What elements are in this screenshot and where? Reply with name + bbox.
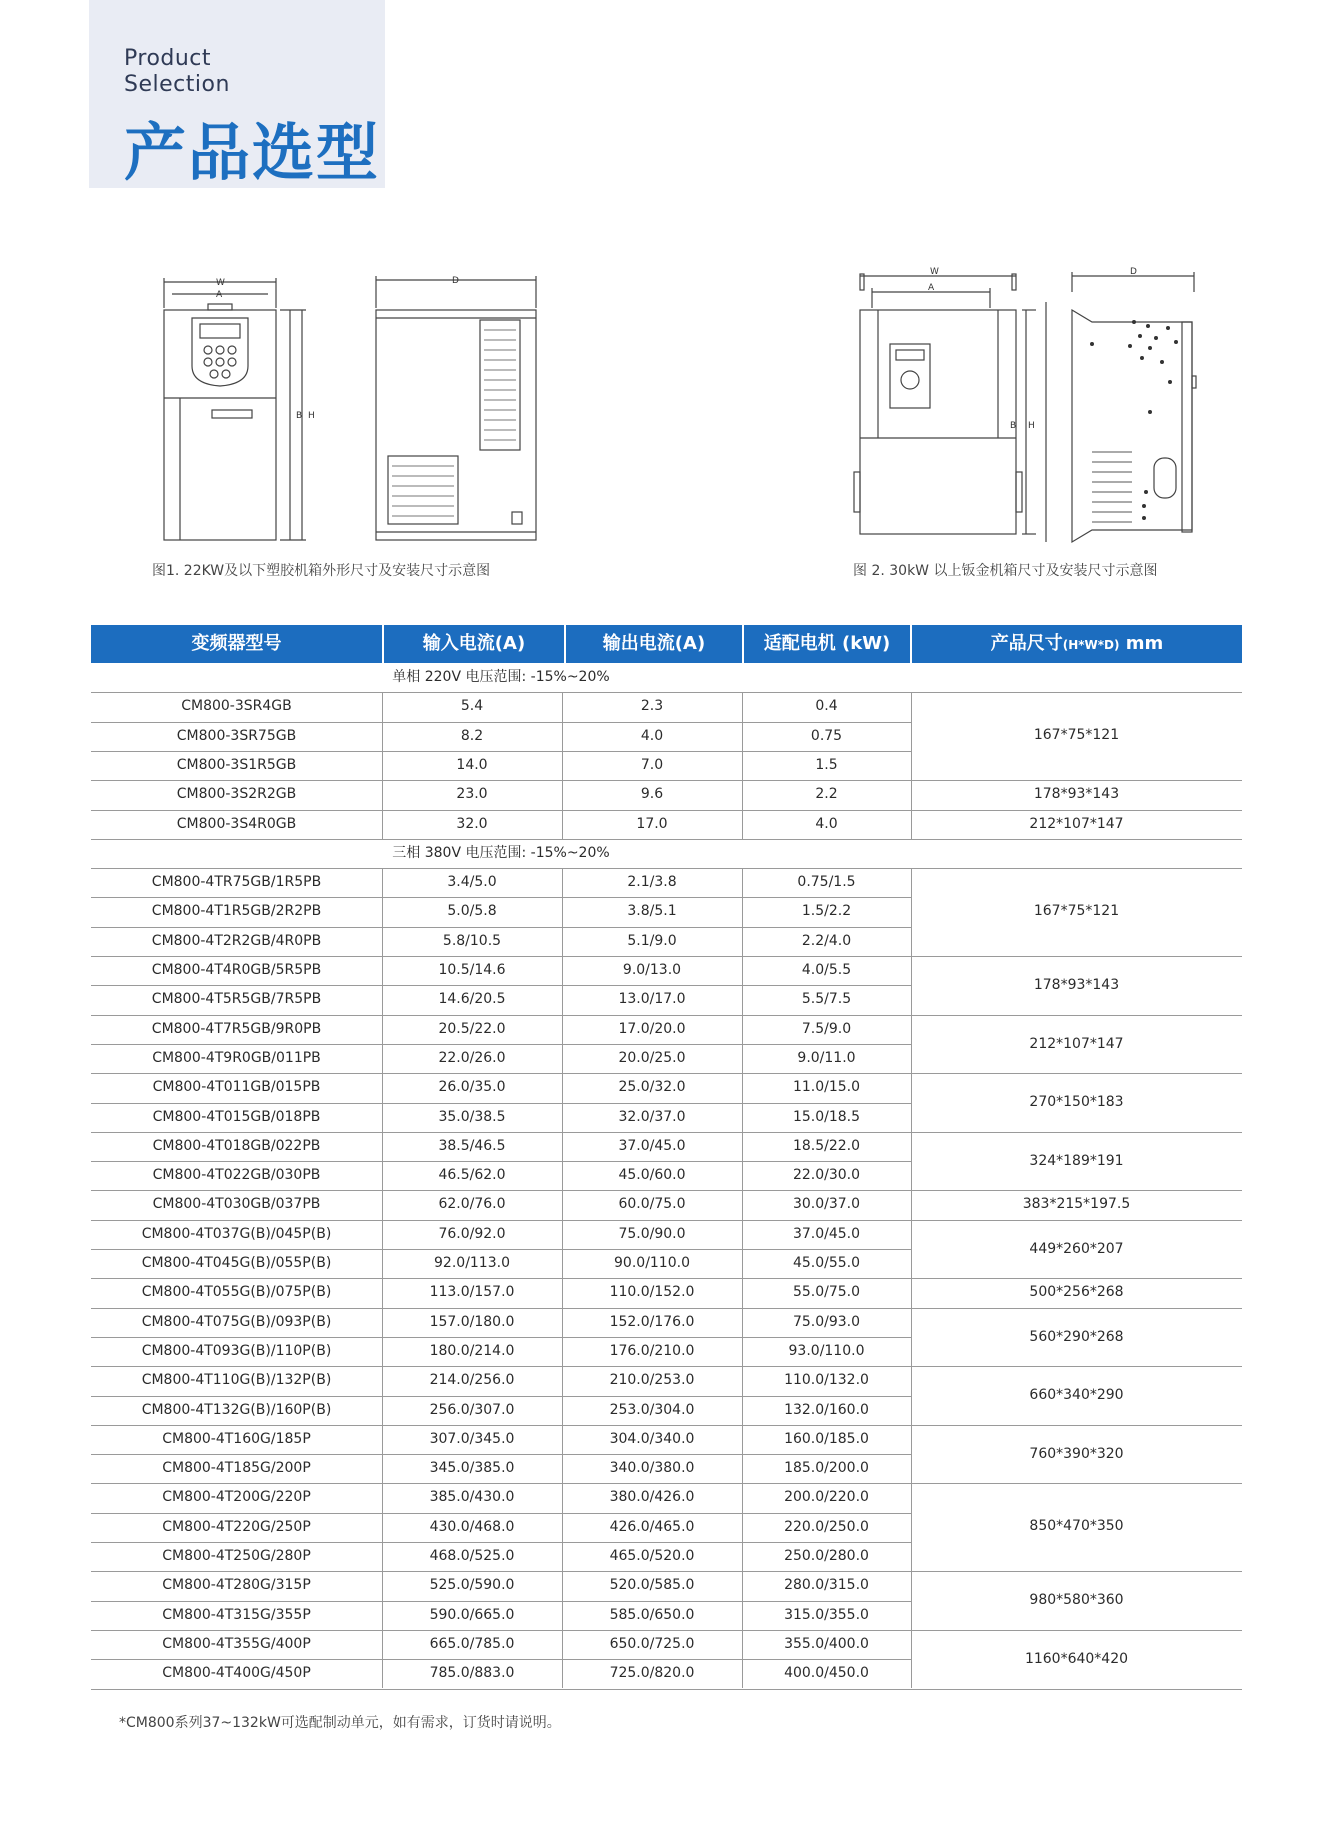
motor-cell: 7.5/9.0 — [801, 1020, 852, 1037]
output-current-cell: 2.3 — [640, 698, 664, 715]
output-current-cell: 585.0/650.0 — [609, 1606, 695, 1623]
input-current-cell: 38.5/46.5 — [438, 1137, 506, 1154]
row-divider — [91, 1659, 911, 1660]
output-current-cell: 110.0/152.0 — [609, 1284, 695, 1301]
output-current-cell: 45.0/60.0 — [618, 1167, 686, 1184]
table-row — [91, 1601, 911, 1630]
column-divider — [911, 692, 912, 839]
output-current-cell: 152.0/176.0 — [609, 1313, 695, 1330]
table-row — [91, 1278, 911, 1307]
input-current-cell: 3.4/5.0 — [447, 874, 497, 891]
model-cell: CM800-4T9R0GB/011PB — [152, 1049, 321, 1066]
table-row — [91, 1396, 911, 1425]
row-divider — [911, 1689, 1242, 1690]
column-divider — [382, 692, 383, 839]
table-row — [91, 1542, 911, 1571]
input-current-cell: 46.5/62.0 — [438, 1167, 506, 1184]
model-cell: CM800-4T015GB/018PB — [152, 1108, 321, 1125]
input-current-cell: 214.0/256.0 — [429, 1372, 515, 1389]
figure-2-caption: 图 2. 30kW 以上钣金机箱尺寸及安装尺寸示意图 — [853, 563, 1158, 579]
fig2-label-d: D — [1130, 267, 1137, 277]
row-divider — [91, 810, 911, 811]
table-row — [91, 1015, 911, 1044]
motor-cell: 75.0/93.0 — [792, 1313, 861, 1330]
model-cell: CM800-4T160G/185P — [162, 1430, 311, 1447]
table-row — [91, 692, 911, 721]
size-cell: 980*580*360 — [1029, 1592, 1124, 1609]
motor-cell: 185.0/200.0 — [784, 1460, 869, 1477]
row-divider — [91, 1132, 911, 1133]
motor-cell: 280.0/315.0 — [784, 1577, 869, 1594]
model-cell: CM800-4T037G(B)/045P(B) — [141, 1225, 332, 1242]
motor-cell: 400.0/450.0 — [784, 1665, 869, 1682]
motor-cell: 132.0/160.0 — [784, 1401, 869, 1418]
row-divider — [91, 956, 911, 957]
motor-cell: 9.0/11.0 — [797, 1049, 856, 1066]
size-cell: 178*93*143 — [1033, 786, 1120, 803]
output-current-cell: 340.0/380.0 — [609, 1460, 695, 1477]
table-row — [91, 897, 911, 926]
output-current-cell: 4.0 — [640, 727, 664, 744]
input-current-cell: 92.0/113.0 — [434, 1255, 510, 1271]
motor-cell: 4.0/5.5 — [801, 962, 852, 978]
row-divider — [91, 1689, 911, 1690]
model-cell: CM800-4T200G/220P — [162, 1489, 311, 1506]
model-cell: CM800-4T355G/400P — [162, 1635, 311, 1652]
input-current-cell: 5.4 — [460, 698, 484, 715]
input-current-cell: 157.0/180.0 — [429, 1313, 515, 1330]
model-cell: CM800-4T185G/200P — [162, 1460, 311, 1477]
output-current-cell: 7.0 — [640, 756, 664, 773]
page-title-cn: 产品选型 — [124, 116, 381, 189]
size-cell: 660*340*290 — [1029, 1387, 1124, 1404]
input-current-cell: 385.0/430.0 — [429, 1489, 515, 1506]
motor-cell: 315.0/355.0 — [784, 1606, 869, 1623]
input-current-cell: 22.0/26.0 — [438, 1049, 506, 1066]
size-cell: 167*75*121 — [1033, 903, 1120, 920]
table-row — [91, 927, 911, 956]
input-current-cell: 525.0/590.0 — [429, 1577, 515, 1594]
motor-cell: 45.0/55.0 — [792, 1255, 861, 1271]
table-row — [91, 1630, 911, 1659]
title-en-line1: Product — [124, 46, 212, 71]
output-current-cell: 25.0/32.0 — [618, 1079, 686, 1096]
output-current-cell: 650.0/725.0 — [609, 1635, 695, 1652]
column-divider — [742, 868, 743, 1688]
motor-cell: 355.0/400.0 — [784, 1635, 869, 1652]
output-current-cell: 9.0/13.0 — [622, 962, 682, 978]
size-cell: 760*390*320 — [1029, 1445, 1124, 1462]
model-cell: CM800-4TR75GB/1R5PB — [151, 874, 322, 891]
table-row — [91, 1425, 911, 1454]
model-cell: CM800-4T093G(B)/110P(B) — [141, 1342, 332, 1359]
header-size-dims: (H*W*D) — [1062, 638, 1120, 652]
row-divider — [91, 897, 911, 898]
motor-cell: 2.2/4.0 — [801, 932, 852, 949]
header-size — [912, 625, 1242, 663]
row-divider — [91, 1103, 911, 1104]
column-divider — [382, 868, 383, 1688]
row-divider — [91, 1483, 911, 1484]
model-cell: CM800-4T030GB/037PB — [152, 1196, 321, 1213]
input-current-cell: 8.2 — [460, 727, 484, 744]
column-divider — [562, 868, 563, 1688]
table-row — [91, 868, 911, 897]
size-cell: 383*215*197.5 — [1022, 1196, 1131, 1213]
table-row — [91, 1190, 911, 1219]
table-row — [91, 1161, 911, 1190]
table-row — [91, 751, 911, 780]
voltage-section-2: 三相 380V 电压范围: -15%~20% — [392, 844, 610, 861]
input-current-cell: 665.0/785.0 — [429, 1635, 515, 1652]
model-cell: CM800-4T022GB/030PB — [152, 1167, 321, 1184]
input-current-cell: 785.0/883.0 — [429, 1665, 515, 1682]
input-current-cell: 20.5/22.0 — [438, 1020, 506, 1037]
motor-cell: 11.0/15.0 — [792, 1079, 861, 1096]
model-cell: CM800-4T250G/280P — [162, 1548, 311, 1564]
table-row — [91, 1132, 911, 1161]
table-row — [91, 1337, 911, 1366]
fig1-label-a: A — [216, 290, 223, 300]
voltage-section-1: 单相 220V 电压范围: -15%~20% — [392, 669, 610, 685]
motor-cell: 5.5/7.5 — [801, 991, 852, 1008]
row-divider — [91, 1366, 911, 1367]
fig2-label-w: W — [930, 267, 939, 277]
motor-cell: 2.2 — [815, 786, 838, 803]
header-model: 变频器型号 — [91, 625, 382, 663]
size-cell: 850*470*350 — [1029, 1518, 1124, 1535]
input-current-cell: 180.0/214.0 — [429, 1342, 515, 1359]
table-row — [91, 1659, 911, 1688]
table-row — [91, 985, 911, 1014]
output-current-cell: 304.0/340.0 — [609, 1430, 695, 1447]
output-current-cell: 520.0/585.0 — [609, 1577, 695, 1594]
size-cell: 212*107*147 — [1029, 1035, 1124, 1052]
output-current-cell: 465.0/520.0 — [609, 1548, 695, 1564]
header-size-label: 产品尺寸 — [990, 633, 1063, 654]
size-cell: 1160*640*420 — [1024, 1650, 1129, 1667]
motor-cell: 1.5 — [815, 756, 838, 773]
fig1-label-h: H — [308, 411, 315, 421]
output-current-cell: 380.0/426.0 — [609, 1489, 695, 1506]
row-divider — [91, 1249, 911, 1250]
figure-1-caption: 图1. 22KW及以下塑胶机箱外形尺寸及安装尺寸示意图 — [152, 563, 491, 579]
model-cell: CM800-4T1R5GB/2R2PB — [151, 903, 322, 920]
input-current-cell: 590.0/665.0 — [429, 1606, 515, 1623]
model-cell: CM800-4T045G(B)/055P(B) — [141, 1255, 332, 1271]
row-divider — [91, 1220, 911, 1221]
input-current-cell: 5.0/5.8 — [447, 903, 497, 920]
header-size-unit: mm — [1125, 633, 1164, 654]
motor-cell: 0.75 — [810, 727, 843, 744]
output-current-cell: 17.0 — [636, 815, 668, 832]
size-cell: 500*256*268 — [1029, 1284, 1124, 1301]
header-motor: 适配电机 (kW) — [744, 625, 910, 663]
footnote: *CM800系列37~132kW可选配制动单元，如有需求，订货时请说明。 — [119, 1715, 561, 1731]
model-cell: CM800-4T2R2GB/4R0PB — [151, 932, 322, 949]
size-cell: 449*260*207 — [1029, 1240, 1124, 1257]
row-divider — [91, 1571, 911, 1572]
output-current-cell: 210.0/253.0 — [609, 1372, 695, 1389]
row-divider — [91, 751, 911, 752]
output-current-cell: 32.0/37.0 — [618, 1108, 686, 1125]
motor-cell: 1.5/2.2 — [801, 903, 852, 920]
row-divider — [91, 1337, 911, 1338]
motor-cell: 4.0 — [815, 815, 838, 832]
output-current-cell: 3.8/5.1 — [627, 903, 677, 920]
model-cell: CM800-4T280G/315P — [162, 1577, 311, 1594]
output-current-cell: 17.0/20.0 — [618, 1020, 686, 1037]
input-current-cell: 32.0 — [456, 815, 488, 832]
row-divider — [91, 927, 911, 928]
model-cell: CM800-3SR4GB — [181, 698, 292, 715]
row-divider — [91, 1601, 911, 1602]
row-divider — [91, 1278, 911, 1279]
input-current-cell: 14.6/20.5 — [438, 991, 506, 1008]
motor-cell: 15.0/18.5 — [792, 1108, 861, 1125]
fig2-label-a: A — [928, 283, 935, 293]
motor-cell: 0.75/1.5 — [797, 874, 856, 891]
output-current-cell: 90.0/110.0 — [614, 1255, 690, 1271]
motor-cell: 200.0/220.0 — [784, 1489, 869, 1506]
row-divider — [91, 1044, 911, 1045]
table-row — [91, 1044, 911, 1073]
model-cell: CM800-4T220G/250P — [162, 1518, 311, 1535]
row-divider — [91, 1015, 911, 1016]
table-row — [91, 1366, 911, 1395]
table-row — [91, 780, 911, 809]
output-current-cell: 253.0/304.0 — [609, 1401, 695, 1418]
output-current-cell: 426.0/465.0 — [609, 1518, 695, 1535]
row-divider — [91, 1542, 911, 1543]
fig2-label-h: H — [1028, 421, 1035, 431]
input-current-cell: 23.0 — [456, 786, 488, 803]
output-current-cell: 5.1/9.0 — [627, 932, 677, 949]
title-en-line2: Selection — [124, 72, 230, 97]
motor-cell: 250.0/280.0 — [784, 1548, 869, 1564]
input-current-cell: 307.0/345.0 — [429, 1430, 515, 1447]
motor-cell: 0.4 — [815, 698, 838, 715]
table-row — [91, 1454, 911, 1483]
motor-cell: 110.0/132.0 — [784, 1372, 869, 1389]
row-divider — [91, 1454, 911, 1455]
row-divider — [91, 1630, 911, 1631]
table-header — [91, 625, 1242, 663]
figure-1-drawing — [150, 268, 550, 548]
size-cell: 212*107*147 — [1029, 815, 1124, 832]
table-row — [91, 1073, 911, 1102]
model-cell: CM800-4T011GB/015PB — [152, 1079, 321, 1096]
table-row — [91, 1103, 911, 1132]
table-row — [91, 1249, 911, 1278]
size-cell: 560*290*268 — [1029, 1328, 1124, 1345]
motor-cell: 37.0/45.0 — [792, 1225, 861, 1242]
model-cell: CM800-4T4R0GB/5R5PB — [151, 962, 322, 978]
fig1-label-b: B — [296, 411, 303, 421]
row-divider — [91, 1161, 911, 1162]
model-cell: CM800-4T7R5GB/9R0PB — [151, 1020, 322, 1037]
output-current-cell: 176.0/210.0 — [609, 1342, 695, 1359]
model-cell: CM800-4T110G(B)/132P(B) — [141, 1372, 332, 1389]
size-cell: 324*189*191 — [1029, 1152, 1124, 1169]
output-current-cell: 725.0/820.0 — [609, 1665, 695, 1682]
motor-cell: 160.0/185.0 — [784, 1430, 869, 1447]
product-selection-table — [91, 625, 1242, 1682]
column-divider — [911, 868, 912, 1688]
row-divider — [911, 839, 1242, 840]
model-cell: CM800-3S1R5GB — [176, 756, 297, 773]
row-divider — [91, 1308, 911, 1309]
fig1-label-d: D — [452, 276, 459, 286]
output-current-cell: 20.0/25.0 — [618, 1049, 686, 1066]
fig2-label-b: B — [1010, 421, 1017, 431]
input-current-cell: 14.0 — [456, 756, 488, 773]
page-title-en — [124, 46, 230, 98]
model-cell: CM800-4T315G/355P — [162, 1606, 311, 1623]
row-divider — [91, 1513, 911, 1514]
row-divider — [91, 1396, 911, 1397]
figure-2-drawing — [850, 262, 1210, 552]
input-current-cell: 468.0/525.0 — [429, 1548, 515, 1564]
row-divider — [91, 1190, 911, 1191]
size-cell: 178*93*143 — [1033, 977, 1120, 993]
output-current-cell: 13.0/17.0 — [618, 991, 686, 1008]
header-output-current: 输出电流(A) — [566, 625, 742, 663]
motor-cell: 55.0/75.0 — [792, 1284, 861, 1301]
model-cell: CM800-4T5R5GB/7R5PB — [151, 991, 322, 1008]
input-current-cell: 26.0/35.0 — [438, 1079, 506, 1096]
input-current-cell: 62.0/76.0 — [438, 1196, 506, 1213]
output-current-cell: 2.1/3.8 — [627, 874, 677, 891]
table-row — [91, 1483, 911, 1512]
row-divider — [91, 1425, 911, 1426]
table-row — [91, 810, 911, 839]
output-current-cell: 75.0/90.0 — [618, 1225, 686, 1242]
model-cell: CM800-3S2R2GB — [176, 786, 297, 803]
output-current-cell: 9.6 — [640, 786, 664, 803]
input-current-cell: 5.8/10.5 — [442, 932, 502, 949]
size-cell: 270*150*183 — [1029, 1094, 1124, 1111]
input-current-cell: 345.0/385.0 — [429, 1460, 515, 1477]
input-current-cell: 113.0/157.0 — [429, 1284, 515, 1301]
model-cell: CM800-4T055G(B)/075P(B) — [141, 1284, 332, 1301]
model-cell: CM800-4T132G(B)/160P(B) — [141, 1401, 332, 1418]
row-divider — [91, 985, 911, 986]
motor-cell: 93.0/110.0 — [788, 1342, 865, 1359]
motor-cell: 30.0/37.0 — [792, 1196, 861, 1213]
input-current-cell: 76.0/92.0 — [438, 1225, 506, 1242]
input-current-cell: 10.5/14.6 — [438, 962, 506, 978]
table-row — [91, 1571, 911, 1600]
model-cell: CM800-4T018GB/022PB — [152, 1137, 321, 1154]
motor-cell: 220.0/250.0 — [784, 1518, 869, 1535]
table-row — [91, 1308, 911, 1337]
table-row — [91, 956, 911, 985]
output-current-cell: 37.0/45.0 — [618, 1137, 686, 1154]
input-current-cell: 256.0/307.0 — [429, 1401, 515, 1418]
fig1-label-w: W — [216, 278, 225, 288]
row-divider — [91, 780, 911, 781]
row-divider — [91, 722, 911, 723]
motor-cell: 22.0/30.0 — [792, 1167, 861, 1184]
output-current-cell: 60.0/75.0 — [618, 1196, 686, 1213]
model-cell: CM800-3SR75GB — [176, 727, 297, 744]
model-cell: CM800-3S4R0GB — [176, 815, 297, 832]
table-row — [91, 1220, 911, 1249]
header-input-current: 输入电流(A) — [384, 625, 564, 663]
model-cell: CM800-4T075G(B)/093P(B) — [141, 1313, 332, 1330]
table-row — [91, 1513, 911, 1542]
table-row — [91, 722, 911, 751]
column-divider — [562, 692, 563, 839]
input-current-cell: 430.0/468.0 — [429, 1518, 515, 1535]
column-divider — [742, 692, 743, 839]
model-cell: CM800-4T400G/450P — [162, 1665, 311, 1682]
row-divider — [91, 1073, 911, 1074]
motor-cell: 18.5/22.0 — [792, 1137, 861, 1154]
size-cell: 167*75*121 — [1033, 727, 1120, 744]
input-current-cell: 35.0/38.5 — [438, 1108, 506, 1125]
